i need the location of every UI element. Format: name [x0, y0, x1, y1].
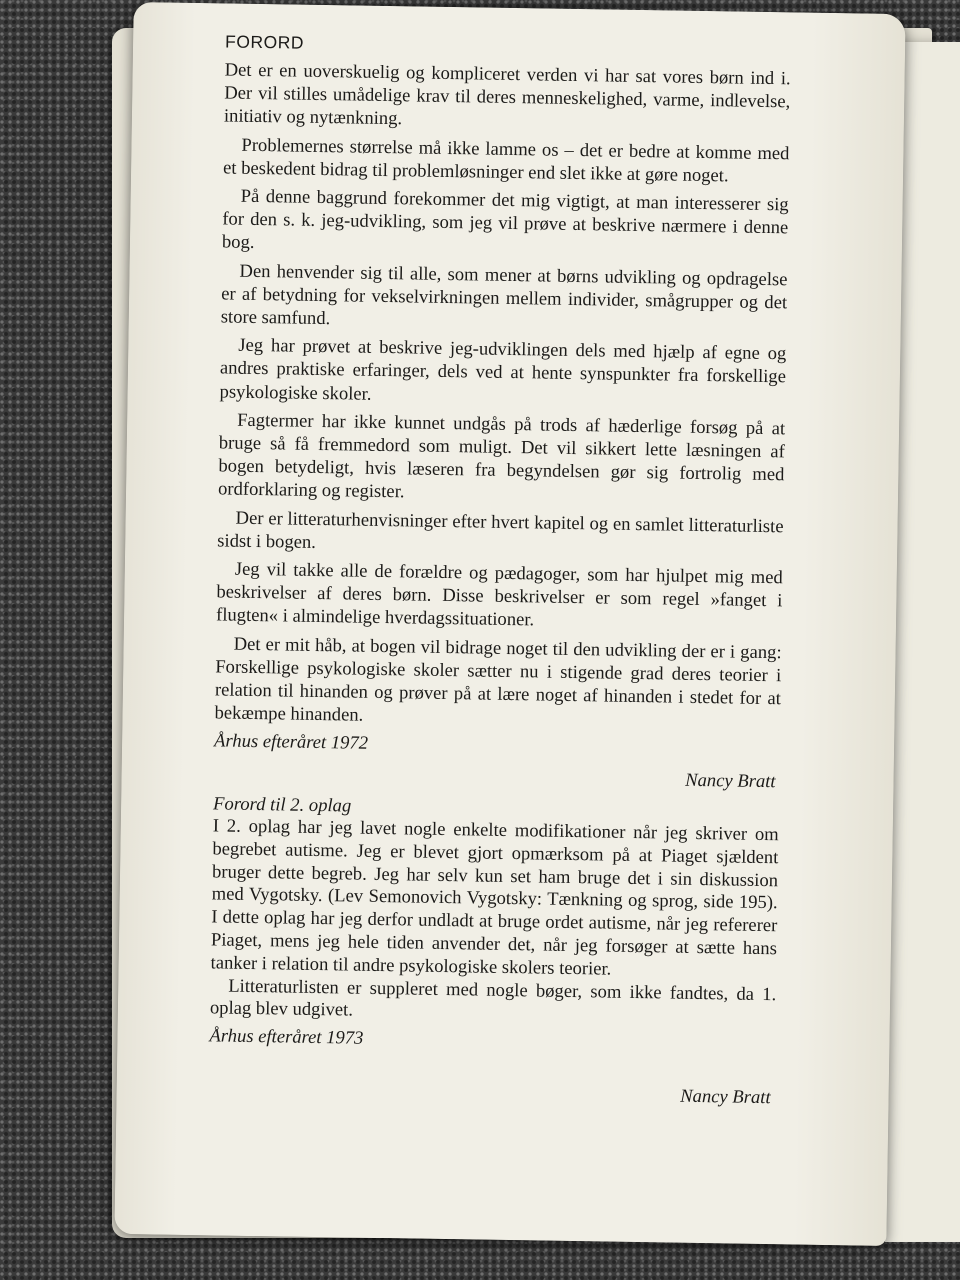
second-edition-place-date: Århus efteråret 1973 [209, 1025, 364, 1050]
preface-paragraph: Jeg har prøvet at beskrive jeg-udviklingen dels med hjælp af egne og andres praktiske erfaringer, dels ved at hente synspunkter fra forskellige psykologiske skoler. [219, 334, 787, 405]
second-edition-paragraph: I 2. oplag har jeg lavet nogle enkelte modifikationer når jeg skriver om begrebet autisme. Jeg er blevet gjort opmærksom på at Piaget sjældent bruger dette begreb. Jeg har selv kun set ham bruge det i sin diskussion med Vygotsky. (Lev Semonovich Vygotsky: Tænkning og sprog, side 195). I dette oplag har jeg derfor undladt at bruge ordet autisme, når jeg refererer Piaget, mens jeg hele tiden anvender det, når jeg forsøger at sætte hans tanker i relation til andre psykologiske skolers teorier. [210, 815, 779, 980]
preface-paragraph: Det er en uoverskuelig og kompliceret verden vi har sat vores børn ind i. Der vil stilles umådelige krav til deres menneskelighed, varme, indlevelse, initiativ og nytænkning. [223, 59, 791, 130]
preface-signature: Nancy Bratt [685, 769, 776, 792]
preface-paragraph: Jeg vil takke alle de forældre og pædagoger, som har hjulpet mig med beskrivelser af deres børn. Disse beskrivelser er som regel »fanget i flugten« i almindelige hverdagssituationer. [215, 558, 783, 631]
page-text [208, 29, 791, 1113]
second-edition-paragraph: Litteraturlisten er suppleret med nogle bøger, som ikke fandtes, da 1. oplag blev udgivet. [209, 975, 777, 1022]
second-edition-heading: Forord til 2. oplag [212, 793, 352, 817]
preface-paragraph: Fagtermer har ikke kunnet undgås på trods af hæderlige forsøg på at bruge så få fremmedord som muligt. Det vil sikkert lette læsningen af bogen betydeligt, hvis læseren fra begyndelsen gør sig fortrolig med ordforklaring og register. [217, 409, 786, 503]
preface-paragraph: Der er litteraturhenvisninger efter hvert kapitel og en samlet litteraturliste sidst i bogen. [217, 507, 784, 553]
preface-paragraph: Det er mit håb, at bogen vil bidrage noget til den udvikling der er i gang: Forskellige psykologiske skoler sætter nu i stigende grad deres teorier i relation til hinanden og prøver på at lære noget af hinanden i stedet for at bekæmpe hinanden. [214, 633, 782, 726]
book-page [114, 2, 905, 1246]
preface-heading: FORORD [224, 31, 305, 53]
second-edition-signature: Nancy Bratt [680, 1086, 771, 1109]
preface-paragraph: På denne baggrund forekommer det mig vigtigt, at man interesserer sig for den s. k. jeg-udvikling, som jeg vil prøve at beskrive nærmere i denne bog. [221, 185, 789, 254]
preface-place-date: Århus efteråret 1972 [213, 730, 369, 755]
preface-paragraph: Den henvender sig til alle, som mener at børns udvikling og opdragelse er af betydning for vekselvirkningen mellem individer, smågrupper og det store samfund. [220, 260, 788, 330]
preface-paragraph: Problemernes størrelse må ikke lamme os – det er bedre at komme med et beskedent bidrag til problemløsninger end slet ikke at gøre noget. [222, 134, 790, 187]
